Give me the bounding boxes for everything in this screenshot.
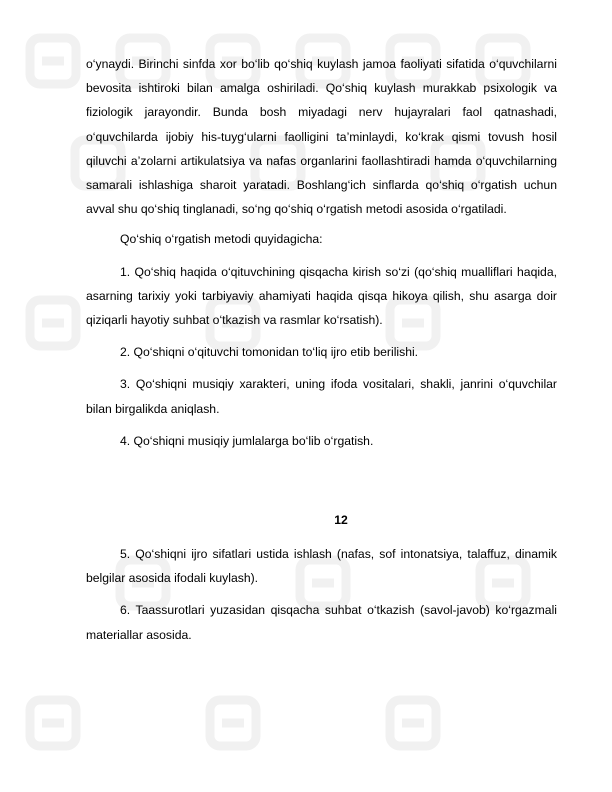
watermark-mark: [390, 700, 436, 746]
paragraph-step-5: 5. Qo‘shiqni ijro sifatlari ustida ishlash (nafas, sof intonatsiya, talaffuz, dinamik belgilar asosida ifodali kuylash).: [86, 547, 557, 586]
watermark-mark: [30, 300, 76, 346]
paragraph-step-2: 2. Qo‘shiqni o‘qituvchi tomonidan to‘liq ijro etib berilishi.: [120, 345, 419, 360]
paragraph-intro: o‘ynaydi. Birinchi sinfda xor bo‘lib qo‘shiq kuylash jamoa faoliyati sifatida o‘quvchilarni bevosita ishtiroki bilan amalga oshiriladi. Qo‘shiq kuylash murakkab psixologik va fiziologik jarayondir. Bunda bosh miyadagi nerv hujayralari faol qatnashadi, o‘quvchilarda ijobiy his-tuyg‘ularni faolligini ta’minlaydi, ko‘krak qismi tovush hosil qiluvchi a’zolarni artikulatsiya va nafas organlarini faollashtiradi hamda o‘quvchilarning samarali ishlashiga sharoit yaratadi. Boshlang‘ich sinflarda qo‘shiq o‘rgatish uchun avval shu qo‘shiq tinglanadi, so‘ng qo‘shiq o‘rgatish metodi asosida o‘rgatiladi.: [86, 57, 557, 217]
page-number: 12: [334, 513, 348, 527]
body-text-top: [86, 52, 557, 453]
watermark-mark: [30, 700, 76, 746]
paragraph-step-1: 1. Qo‘shiq haqida o‘qituvchining qisqacha kirish so‘zi (qo‘shiq mualliflari haqida, asarning tarixiy yoki tarbiyaviy ahamiyati haqida qisqa hikoya qilish, shu asarga doir qiziqarli hayotiy suhbat o‘tkazish va rasmlar ko‘rsatish).: [86, 264, 557, 328]
paragraph-step-6: 6. Taassurotlari yuzasidan qisqacha suhbat o‘tkazish (savol-javob) ko‘rgazmali materiallar asosida.: [86, 603, 557, 642]
body-text-bottom: [86, 542, 557, 647]
paragraph-step-4: 4. Qo‘shiqni musiqiy jumlalarga bo‘lib o‘rgatish.: [120, 433, 374, 448]
watermark-mark: [30, 38, 76, 84]
watermark-mark: [210, 700, 256, 746]
paragraph-method-heading: Qo‘shiq o‘rgatish metodi quyidagicha:: [120, 232, 323, 247]
paragraph-step-3: 3. Qo‘shiqni musiqiy xarakteri, uning ifoda vositalari, shakli, janrini o‘quvchilar bilan birgalikda aniqlash.: [86, 377, 557, 416]
